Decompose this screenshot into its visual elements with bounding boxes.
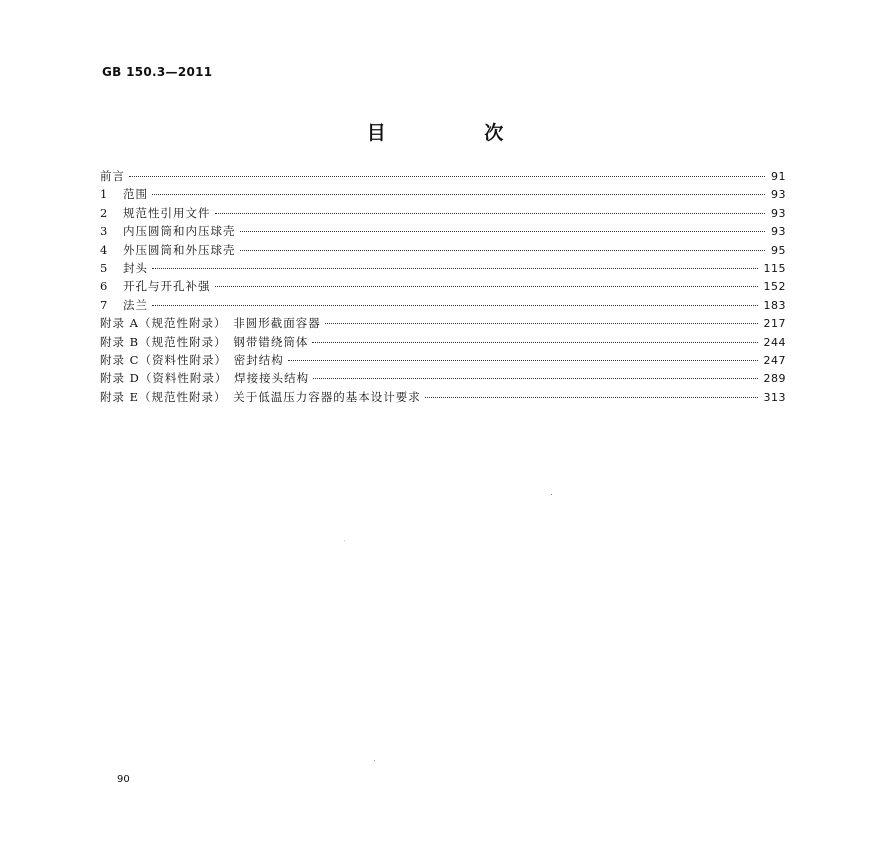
toc-entry-page: 91 bbox=[771, 170, 786, 183]
toc-entry-title: 附录 C（资料性附录） 密封结构 bbox=[100, 352, 284, 367]
toc-entry[interactable] bbox=[100, 296, 786, 314]
toc-entry-title: 法兰 bbox=[123, 297, 148, 312]
toc-leader-dots bbox=[425, 397, 758, 398]
toc-entry-title: 规范性引用文件 bbox=[123, 205, 211, 220]
toc-entry-label bbox=[100, 333, 308, 351]
toc-entry-title: 附录 B（规范性附录） 钢带错绕筒体 bbox=[100, 334, 309, 349]
toc-entry-label bbox=[100, 388, 421, 406]
toc-leader-dots bbox=[288, 360, 758, 361]
toc-leader-dots bbox=[215, 213, 766, 214]
toc-entry-label bbox=[100, 351, 284, 369]
toc-leader-dots bbox=[152, 194, 765, 195]
toc-entry-page: 247 bbox=[763, 353, 786, 367]
toc-leader-dots bbox=[129, 176, 765, 177]
scan-speck bbox=[344, 540, 345, 541]
toc-entry-appendix[interactable] bbox=[100, 333, 786, 351]
toc-entry-page: 289 bbox=[763, 372, 786, 386]
toc-entry-label bbox=[100, 241, 236, 259]
toc-entry-number: 4 bbox=[100, 242, 108, 257]
page-title: 目 次 bbox=[366, 122, 550, 144]
toc-leader-dots bbox=[240, 250, 766, 251]
toc-entry-page: 93 bbox=[771, 188, 786, 202]
toc-entry-label bbox=[100, 277, 211, 295]
toc-entry-appendix[interactable] bbox=[100, 351, 786, 369]
toc-entry-title: 封头 bbox=[123, 260, 148, 275]
toc-entry-number: 7 bbox=[100, 297, 108, 312]
toc-leader-dots bbox=[152, 305, 758, 306]
toc-entry-page: 183 bbox=[763, 298, 786, 312]
toc-entry-page: 244 bbox=[763, 335, 786, 349]
toc-leader-dots bbox=[313, 378, 757, 379]
standard-code: GB 150.3—2011 bbox=[102, 65, 213, 79]
toc-entry-label bbox=[100, 296, 148, 314]
toc-entry-number: 3 bbox=[100, 224, 108, 239]
toc-entry-appendix[interactable] bbox=[100, 388, 786, 406]
toc-entry-page: 313 bbox=[763, 390, 786, 404]
scan-speck bbox=[551, 494, 552, 495]
toc-entry-title: 附录 D（资料性附录） 焊接接头结构 bbox=[100, 371, 310, 386]
toc-entry[interactable] bbox=[100, 277, 786, 295]
toc-entry-page: 93 bbox=[771, 206, 786, 220]
toc-entry-title: 内压圆筒和内压球壳 bbox=[123, 224, 236, 239]
toc-entry-label bbox=[100, 222, 236, 240]
toc-entry[interactable] bbox=[100, 185, 786, 203]
toc-entry[interactable] bbox=[100, 259, 786, 277]
table-of-contents bbox=[100, 167, 786, 406]
toc-entry-page: 95 bbox=[771, 243, 786, 257]
toc-entry[interactable] bbox=[100, 222, 786, 240]
toc-entry-label bbox=[100, 259, 148, 277]
toc-entry-page: 115 bbox=[763, 261, 786, 275]
toc-entry-label bbox=[100, 204, 211, 222]
page-number: 90 bbox=[117, 774, 130, 785]
toc-entry[interactable] bbox=[100, 204, 786, 222]
toc-entry[interactable] bbox=[100, 241, 786, 259]
toc-entry-title: 开孔与开孔补强 bbox=[123, 279, 211, 294]
toc-leader-dots bbox=[240, 231, 766, 232]
toc-entry-title: 附录 E（规范性附录） 关于低温压力容器的基本设计要求 bbox=[100, 389, 421, 404]
toc-entry-number: 6 bbox=[100, 279, 108, 294]
toc-entry-number: 5 bbox=[100, 260, 108, 275]
toc-entry-title: 范围 bbox=[123, 187, 148, 202]
scan-speck bbox=[374, 760, 375, 761]
toc-entry-number: 2 bbox=[100, 205, 108, 220]
toc-entry-label bbox=[100, 185, 148, 203]
toc-entry-label bbox=[100, 167, 125, 185]
toc-entry-number: 1 bbox=[100, 187, 108, 202]
toc-entry-title: 前言 bbox=[100, 169, 125, 183]
toc-entry-label bbox=[100, 314, 321, 332]
toc-leader-dots bbox=[312, 342, 757, 343]
toc-entry-page: 93 bbox=[771, 225, 786, 239]
toc-entry-title: 附录 A（规范性附录） 非圆形截面容器 bbox=[100, 316, 321, 331]
toc-entry-appendix[interactable] bbox=[100, 314, 786, 332]
toc-entry-title: 外压圆筒和外压球壳 bbox=[123, 242, 236, 257]
toc-entry[interactable] bbox=[100, 167, 786, 185]
toc-leader-dots bbox=[325, 323, 758, 324]
toc-leader-dots bbox=[152, 268, 758, 269]
toc-entry-page: 152 bbox=[763, 280, 786, 294]
toc-entry-page: 217 bbox=[763, 317, 786, 331]
toc-entry-label bbox=[100, 369, 309, 387]
toc-entry-appendix[interactable] bbox=[100, 369, 786, 387]
toc-leader-dots bbox=[215, 286, 758, 287]
